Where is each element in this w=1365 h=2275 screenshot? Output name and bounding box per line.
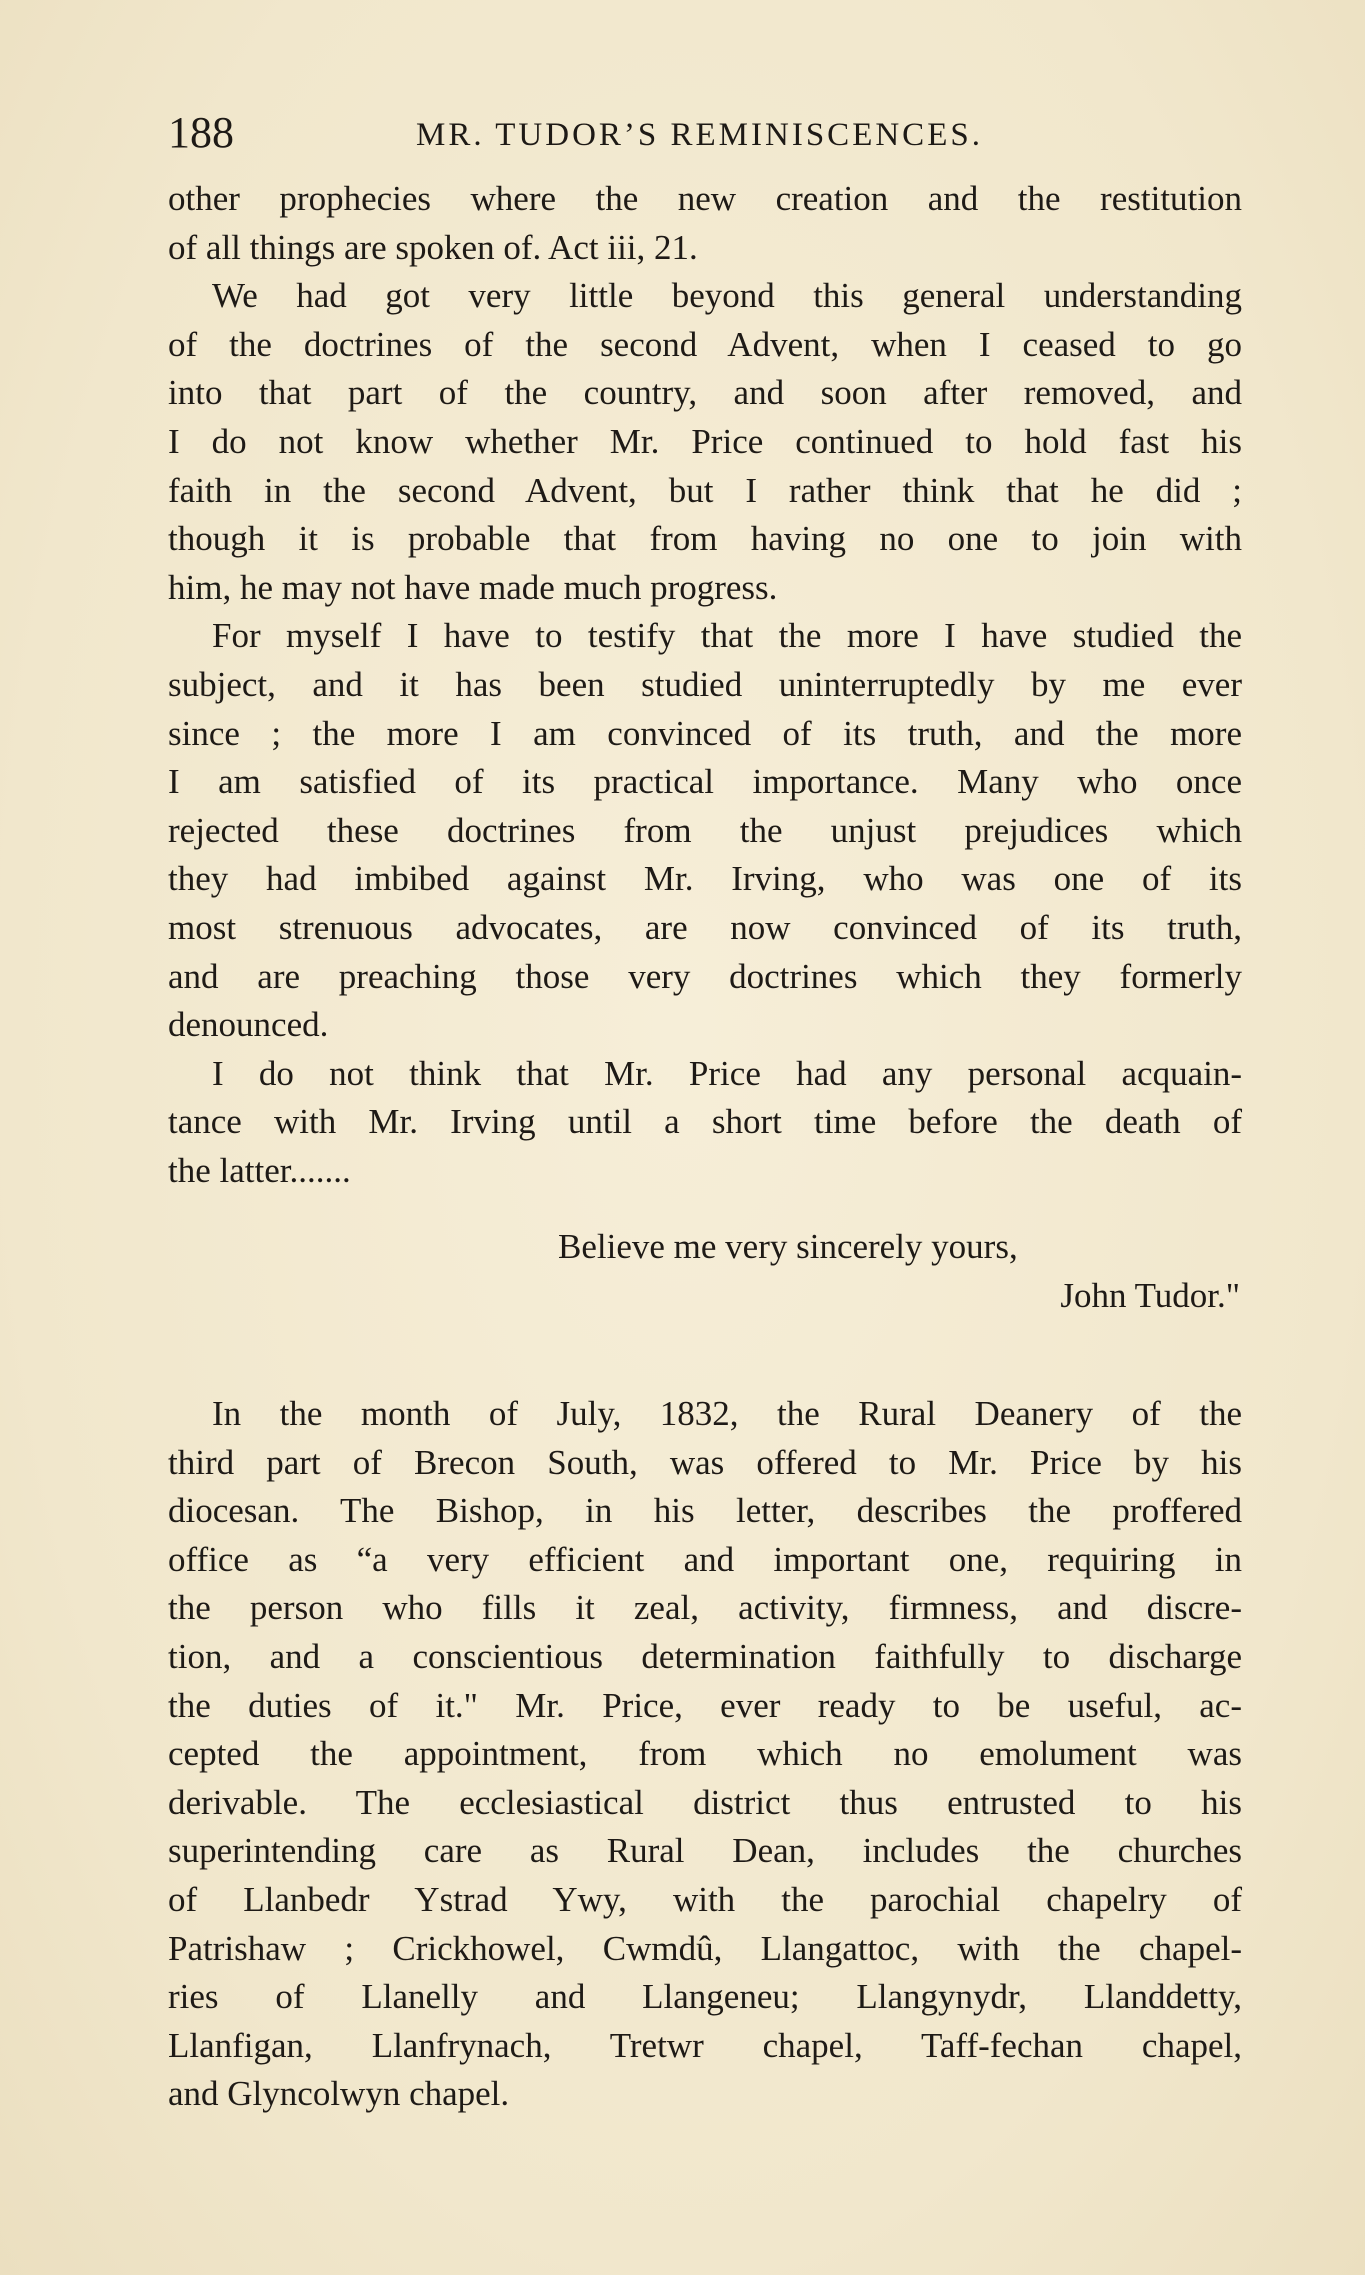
text-line: diocesan. The Bishop, in his letter, describes the proffered xyxy=(168,1491,1242,1531)
text-line: and Glyncolwyn chapel. xyxy=(168,2074,510,2114)
text-line: ries of Llanelly and Llangeneu; Llangynydr, Llanddetty, xyxy=(168,1977,1242,2017)
letter-text xyxy=(168,175,1242,1195)
text-line: For myself I have to testify that the more I have studied the xyxy=(212,616,1242,656)
text-line: since ; the more I am convinced of its truth, and the more xyxy=(168,713,1242,753)
text-line: third part of Brecon South, was offered to Mr. Price by his xyxy=(168,1442,1242,1482)
text-line: office as “a very efficient and important one, requiring in xyxy=(168,1539,1242,1579)
text-line: I do not think that Mr. Price had any personal acquain- xyxy=(212,1053,1242,1093)
text-line: faith in the second Advent, but I rather think that he did ; xyxy=(168,470,1242,510)
page-header xyxy=(168,103,1242,163)
body-paragraph xyxy=(168,1390,1242,2119)
text-line: of all things are spoken of. Act iii, 21. xyxy=(168,227,698,267)
text-line: of the doctrines of the second Advent, when I ceased to go xyxy=(168,324,1242,364)
text-line: though it is probable that from having no one to join with xyxy=(168,519,1242,559)
text-line: and are preaching those very doctrines which they formerly xyxy=(168,956,1242,996)
page-number: 188 xyxy=(168,108,234,157)
text-line: In the month of July, 1832, the Rural Deanery of the xyxy=(212,1394,1242,1433)
text-line: tion, and a conscientious determination faithfully to discharge xyxy=(168,1636,1242,1676)
text-line: I am satisfied of its practical importance. Many who once xyxy=(168,762,1242,802)
text-line: Llanfigan, Llanfrynach, Tretwr chapel, Taff-fechan chapel, xyxy=(168,2025,1242,2065)
text-line: Patrishaw ; Crickhowel, Cwmdû, Llangattoc, with the chapel- xyxy=(168,1928,1242,1968)
text-line: We had got very little beyond this general understanding xyxy=(212,276,1242,316)
letter-closing xyxy=(168,1223,1242,1320)
text-line: other prophecies where the new creation and the restitution xyxy=(168,179,1242,218)
text-line: the latter....... xyxy=(168,1150,351,1190)
signature: John Tudor." xyxy=(1060,1275,1240,1315)
text-line: most strenuous advocates, are now convinced of its truth, xyxy=(168,907,1242,947)
text-line: superintending care as Rural Dean, includes the churches xyxy=(168,1831,1242,1871)
text-line: into that part of the country, and soon after removed, and xyxy=(168,373,1242,413)
text-line: denounced. xyxy=(168,1005,329,1045)
text-line: the duties of it." Mr. Price, ever ready to be useful, ac- xyxy=(168,1685,1242,1725)
salutation: Believe me very sincerely yours, xyxy=(558,1227,1018,1266)
text-line: subject, and it has been studied uninterruptedly by me ever xyxy=(168,664,1242,704)
text-line: tance with Mr. Irving until a short time before the death of xyxy=(168,1102,1242,1142)
text-line: the person who fills it zeal, activity, firmness, and discre- xyxy=(168,1588,1242,1628)
text-line: cepted the appointment, from which no emolument was xyxy=(168,1734,1242,1774)
text-line: derivable. The ecclesiastical district thus entrusted to his xyxy=(168,1782,1242,1822)
text-line: rejected these doctrines from the unjust prejudices which xyxy=(168,810,1242,850)
text-line: him, he may not have made much progress. xyxy=(168,567,778,607)
running-head: MR. TUDOR’S REMINISCENCES. xyxy=(416,117,983,153)
text-line: I do not know whether Mr. Price continued to hold fast his xyxy=(168,421,1242,461)
text-line: of Llanbedr Ystrad Ywy, with the parochial chapelry of xyxy=(168,1879,1242,1919)
text-line: they had imbibed against Mr. Irving, who was one of its xyxy=(168,859,1242,899)
